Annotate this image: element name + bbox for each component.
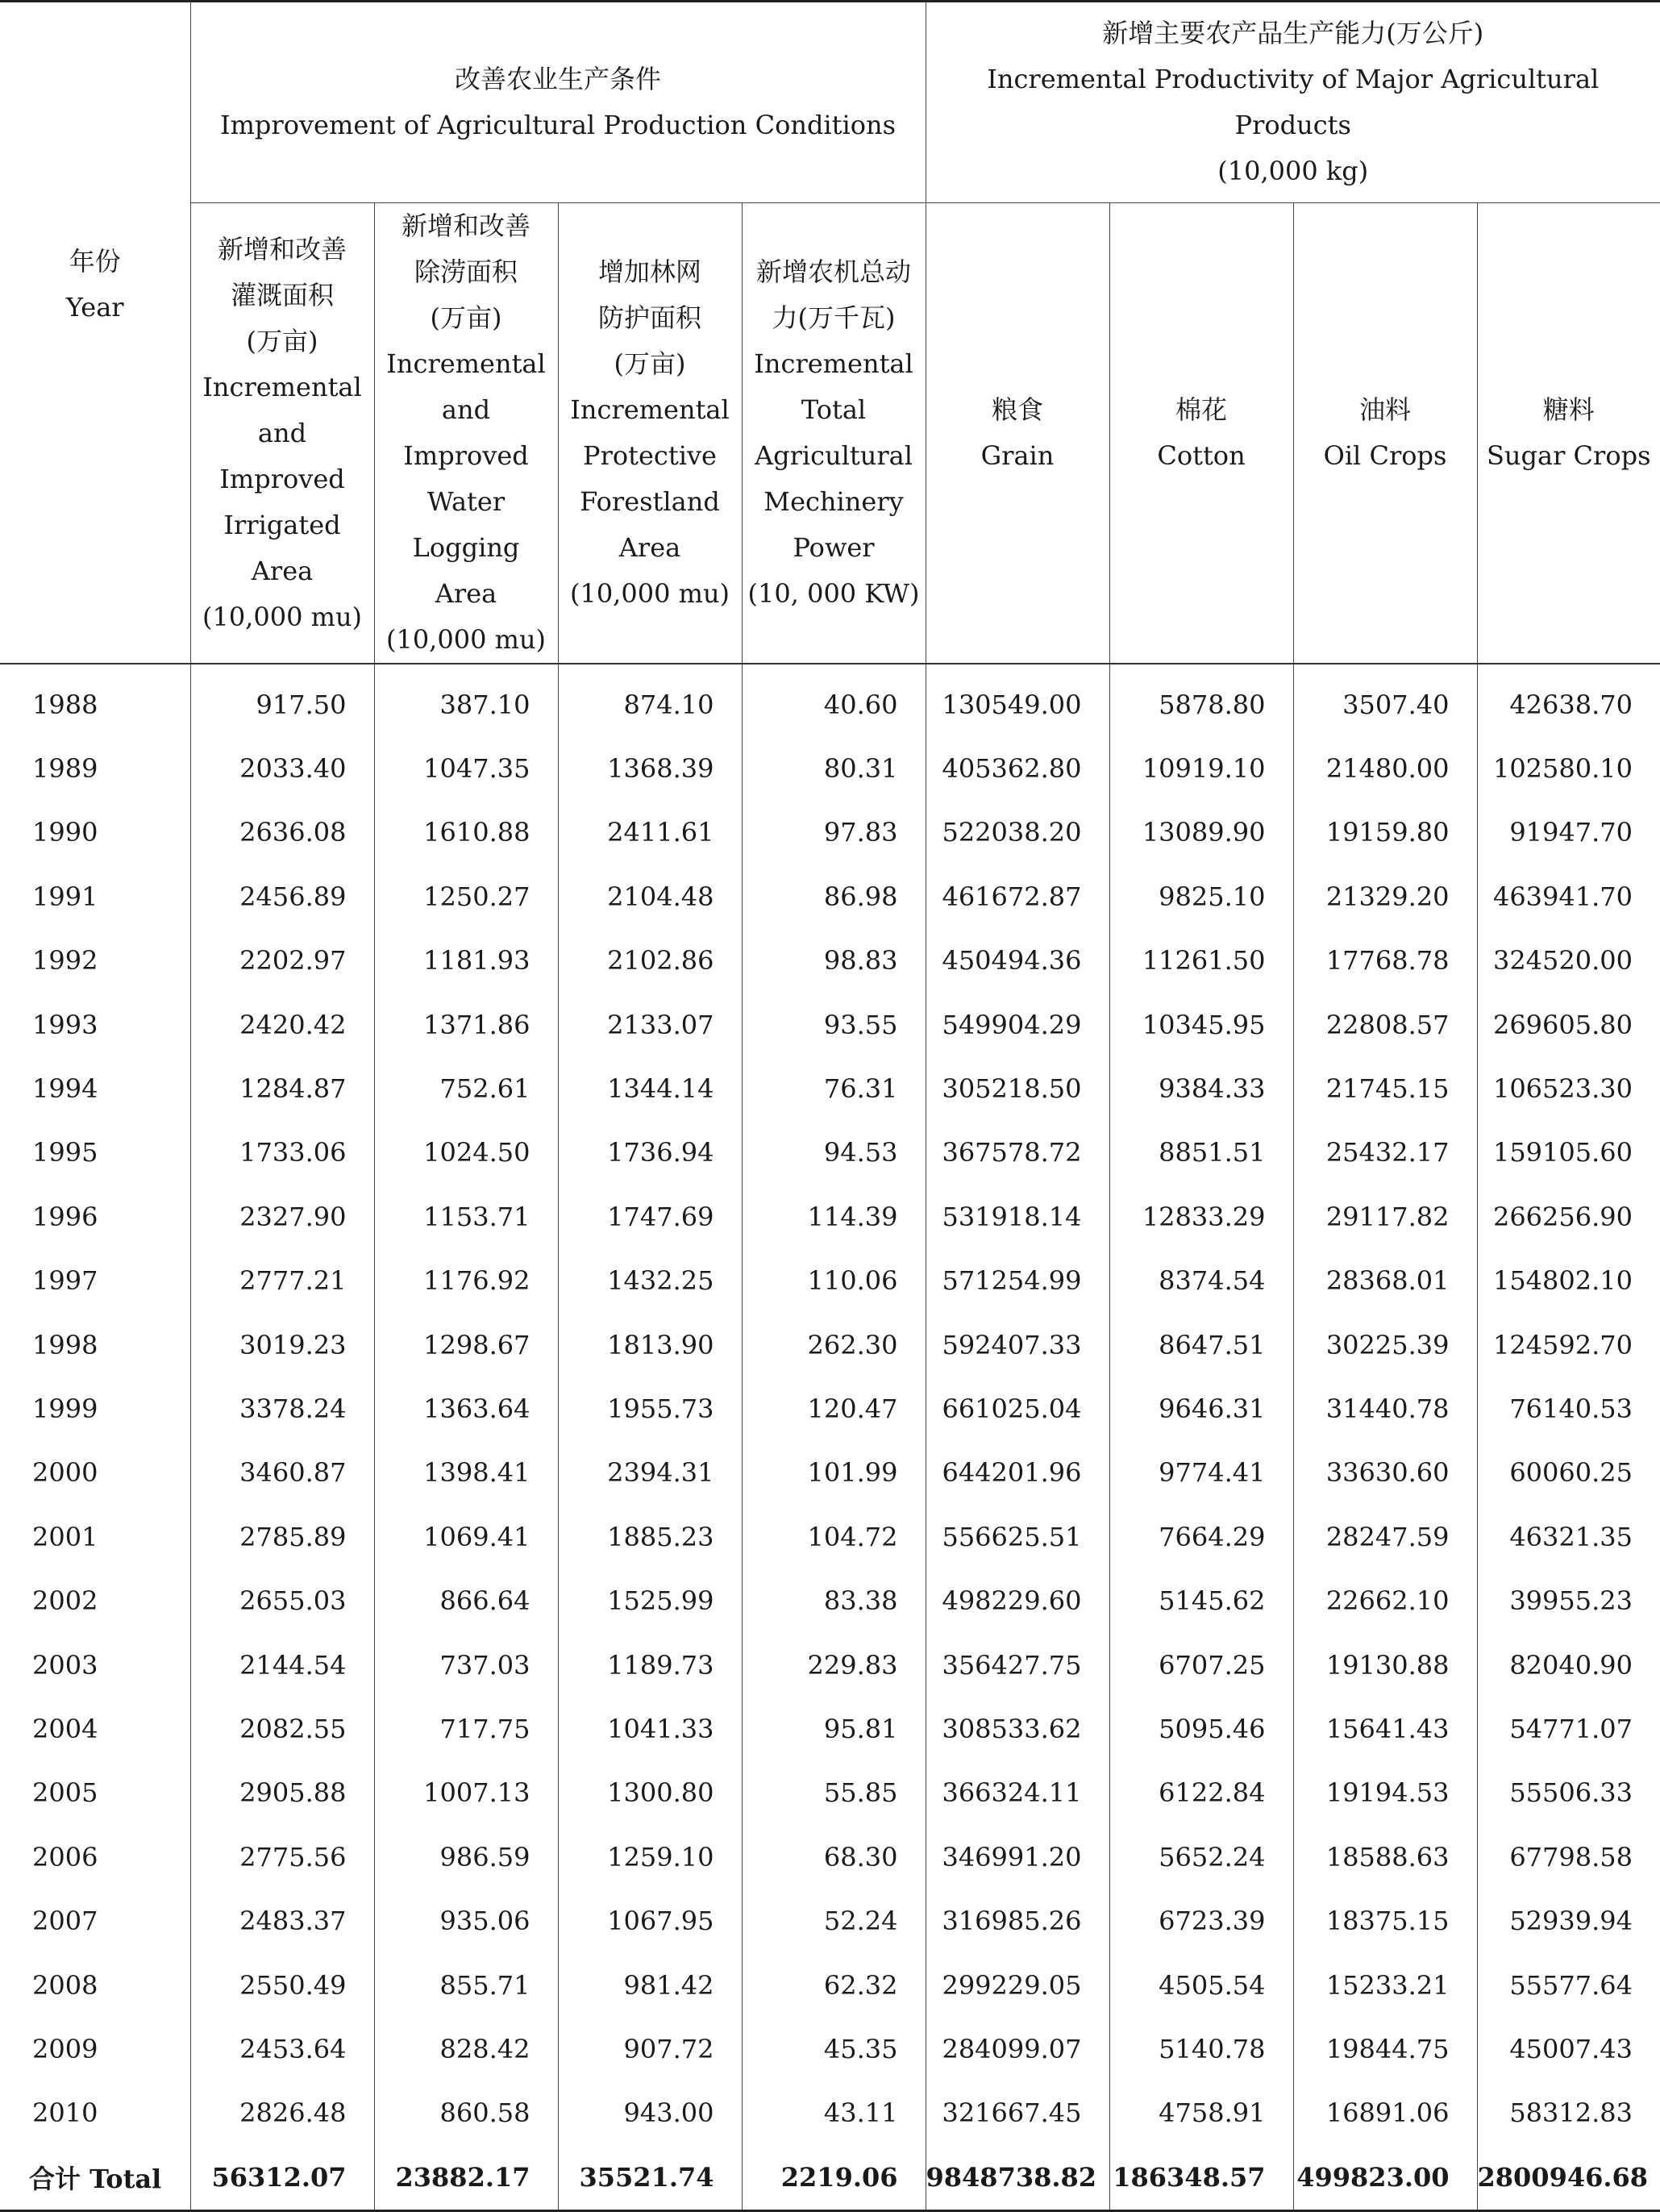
- value-cell-protective-forestland-area: 1067.95: [558, 1889, 742, 1952]
- value-cell-machinery-power: 55.85: [742, 1761, 926, 1825]
- value-cell-water-logging-area: 1398.41: [374, 1441, 558, 1505]
- value-cell-cotton: 5878.80: [1109, 664, 1293, 736]
- value-cell-cotton: 12833.29: [1109, 1185, 1293, 1248]
- value-cell-machinery-power: 229.83: [742, 1633, 926, 1697]
- column-header-irrigated-area: 新增和改善 灌溉面积 (万亩) Incremental and Improved Irrigated Area (10,000 mu): [190, 203, 374, 664]
- value-cell-oil-crops: 28368.01: [1293, 1249, 1477, 1313]
- value-cell-water-logging-area: 866.64: [374, 1568, 558, 1632]
- value-cell-protective-forestland-area: 907.72: [558, 2017, 742, 2081]
- value-cell-sugar-crops: 67798.58: [1477, 1825, 1660, 1889]
- value-cell-irrigated-area: 2655.03: [190, 1568, 374, 1632]
- table-row: [0, 1185, 1660, 1248]
- value-cell-irrigated-area: 2777.21: [190, 1249, 374, 1313]
- table-row: [0, 1056, 1660, 1120]
- year-cell: 1991: [32, 881, 98, 912]
- year-cell: 2010: [32, 2097, 98, 2129]
- value-cell-water-logging-area: 737.03: [374, 1633, 558, 1697]
- value-cell-grain: 531918.14: [926, 1185, 1109, 1248]
- value-cell-sugar-crops: 42638.70: [1477, 664, 1660, 736]
- value-cell-water-logging-area: 855.71: [374, 1953, 558, 2017]
- total-cell-water-logging-area: 23882.17: [374, 2145, 558, 2211]
- value-cell-grain: 308533.62: [926, 1697, 1109, 1760]
- value-cell-machinery-power: 120.47: [742, 1377, 926, 1440]
- value-cell-irrigated-area: 3378.24: [190, 1377, 374, 1440]
- value-cell-sugar-crops: 266256.90: [1477, 1185, 1660, 1248]
- value-cell-irrigated-area: 2775.56: [190, 1825, 374, 1889]
- value-cell-irrigated-area: 2785.89: [190, 1505, 374, 1568]
- value-cell-oil-crops: 16891.06: [1293, 2081, 1477, 2145]
- value-cell-machinery-power: 101.99: [742, 1441, 926, 1505]
- value-cell-water-logging-area: 717.75: [374, 1697, 558, 1760]
- value-cell-irrigated-area: 3019.23: [190, 1313, 374, 1377]
- table-row: [0, 801, 1660, 864]
- table-header: [0, 2, 1660, 664]
- year-cell: 1999: [32, 1393, 98, 1424]
- value-cell-protective-forestland-area: 2411.61: [558, 801, 742, 864]
- value-cell-water-logging-area: 752.61: [374, 1056, 558, 1120]
- value-cell-grain: 450494.36: [926, 929, 1109, 993]
- value-cell-cotton: 7664.29: [1109, 1505, 1293, 1568]
- value-cell-oil-crops: 21329.20: [1293, 864, 1477, 928]
- value-cell-protective-forestland-area: 1885.23: [558, 1505, 742, 1568]
- value-cell-grain: 366324.11: [926, 1761, 1109, 1825]
- column-header-sugar-crops: 糖料 Sugar Crops: [1477, 203, 1660, 664]
- value-cell-protective-forestland-area: 1955.73: [558, 1377, 742, 1440]
- value-cell-water-logging-area: 1007.13: [374, 1761, 558, 1825]
- value-cell-protective-forestland-area: 2102.86: [558, 929, 742, 993]
- value-cell-water-logging-area: 1153.71: [374, 1185, 558, 1248]
- value-cell-sugar-crops: 269605.80: [1477, 993, 1660, 1056]
- value-cell-machinery-power: 52.24: [742, 1889, 926, 1952]
- table-row: [0, 1633, 1660, 1697]
- value-cell-sugar-crops: 154802.10: [1477, 1249, 1660, 1313]
- value-cell-water-logging-area: 1181.93: [374, 929, 558, 993]
- value-cell-protective-forestland-area: 2104.48: [558, 864, 742, 928]
- value-cell-oil-crops: 19159.80: [1293, 801, 1477, 864]
- table-row: [0, 1505, 1660, 1568]
- value-cell-machinery-power: 40.60: [742, 664, 926, 736]
- total-cell-cotton: 186348.57: [1109, 2145, 1293, 2211]
- value-cell-grain: 592407.33: [926, 1313, 1109, 1377]
- value-cell-sugar-crops: 58312.83: [1477, 2081, 1660, 2145]
- value-cell-sugar-crops: 324520.00: [1477, 929, 1660, 993]
- value-cell-grain: 130549.00: [926, 664, 1109, 736]
- value-cell-oil-crops: 21480.00: [1293, 736, 1477, 800]
- value-cell-machinery-power: 93.55: [742, 993, 926, 1056]
- value-cell-protective-forestland-area: 1813.90: [558, 1313, 742, 1377]
- value-cell-oil-crops: 19844.75: [1293, 2017, 1477, 2081]
- value-cell-cotton: 9646.31: [1109, 1377, 1293, 1440]
- value-cell-machinery-power: 45.35: [742, 2017, 926, 2081]
- value-cell-cotton: 8374.54: [1109, 1249, 1293, 1313]
- table-row: [0, 1568, 1660, 1632]
- value-cell-cotton: 6723.39: [1109, 1889, 1293, 1952]
- value-cell-grain: 316985.26: [926, 1889, 1109, 1952]
- value-cell-cotton: 9774.41: [1109, 1441, 1293, 1505]
- value-cell-water-logging-area: 1069.41: [374, 1505, 558, 1568]
- table-body: [0, 664, 1660, 2210]
- value-cell-sugar-crops: 106523.30: [1477, 1056, 1660, 1120]
- value-cell-cotton: 9825.10: [1109, 864, 1293, 928]
- productivity-group-header: 新增主要农产品生产能力(万公斤) Incremental Productivity of Major Agricultural Products (10,000 kg): [926, 2, 1660, 203]
- value-cell-cotton: 4758.91: [1109, 2081, 1293, 2145]
- value-cell-water-logging-area: 1610.88: [374, 801, 558, 864]
- year-cell: 2001: [32, 1521, 98, 1552]
- value-cell-sugar-crops: 91947.70: [1477, 801, 1660, 864]
- value-cell-irrigated-area: 2456.89: [190, 864, 374, 928]
- value-cell-cotton: 8647.51: [1109, 1313, 1293, 1377]
- value-cell-machinery-power: 43.11: [742, 2081, 926, 2145]
- total-cell-protective-forestland-area: 35521.74: [558, 2145, 742, 2211]
- value-cell-grain: 405362.80: [926, 736, 1109, 800]
- year-cell: 2007: [32, 1906, 98, 1937]
- value-cell-machinery-power: 110.06: [742, 1249, 926, 1313]
- year-cell: 1994: [32, 1073, 98, 1105]
- value-cell-protective-forestland-area: 1525.99: [558, 1568, 742, 1632]
- year-cell: 2008: [32, 1969, 98, 2001]
- value-cell-sugar-crops: 60060.25: [1477, 1441, 1660, 1505]
- year-cell: 2002: [32, 1585, 98, 1617]
- value-cell-oil-crops: 30225.39: [1293, 1313, 1477, 1377]
- year-cell: 2004: [32, 1713, 98, 1744]
- column-header-water-logging-area: 新增和改善 除涝面积 (万亩) Incremental and Improved Water Logging Area (10,000 mu): [374, 203, 558, 664]
- value-cell-cotton: 8851.51: [1109, 1121, 1293, 1185]
- value-cell-sugar-crops: 55506.33: [1477, 1761, 1660, 1825]
- table-row: [0, 1889, 1660, 1952]
- value-cell-sugar-crops: 82040.90: [1477, 1633, 1660, 1697]
- value-cell-irrigated-area: 2082.55: [190, 1697, 374, 1760]
- value-cell-irrigated-area: 2327.90: [190, 1185, 374, 1248]
- value-cell-oil-crops: 29117.82: [1293, 1185, 1477, 1248]
- table-row: [0, 2017, 1660, 2081]
- value-cell-sugar-crops: 102580.10: [1477, 736, 1660, 800]
- value-cell-sugar-crops: 76140.53: [1477, 1377, 1660, 1440]
- value-cell-grain: 356427.75: [926, 1633, 1109, 1697]
- value-cell-grain: 305218.50: [926, 1056, 1109, 1120]
- value-cell-water-logging-area: 1176.92: [374, 1249, 558, 1313]
- value-cell-sugar-crops: 45007.43: [1477, 2017, 1660, 2081]
- column-header-grain: 粮食 Grain: [926, 203, 1109, 664]
- table-row: [0, 1697, 1660, 1760]
- value-cell-water-logging-area: 828.42: [374, 2017, 558, 2081]
- value-cell-protective-forestland-area: 2133.07: [558, 993, 742, 1056]
- value-cell-irrigated-area: 2636.08: [190, 801, 374, 864]
- year-cell: 1988: [32, 689, 98, 720]
- value-cell-grain: 549904.29: [926, 993, 1109, 1056]
- table-row: [0, 993, 1660, 1056]
- year-cell: 1989: [32, 753, 98, 785]
- value-cell-irrigated-area: 2905.88: [190, 1761, 374, 1825]
- value-cell-oil-crops: 22808.57: [1293, 993, 1477, 1056]
- value-cell-irrigated-area: 2483.37: [190, 1889, 374, 1952]
- value-cell-machinery-power: 94.53: [742, 1121, 926, 1185]
- year-cell: 1995: [32, 1137, 98, 1168]
- value-cell-sugar-crops: 39955.23: [1477, 1568, 1660, 1632]
- column-header-machinery-power: 新增农机总动 力(万千瓦) Incremental Total Agricultural Mechinery Power (10, 000 KW): [742, 203, 926, 664]
- value-cell-machinery-power: 68.30: [742, 1825, 926, 1889]
- table-row: [0, 1761, 1660, 1825]
- value-cell-grain: 367578.72: [926, 1121, 1109, 1185]
- value-cell-machinery-power: 62.32: [742, 1953, 926, 2017]
- column-header-oil-crops: 油料 Oil Crops: [1293, 203, 1477, 664]
- value-cell-cotton: 5140.78: [1109, 2017, 1293, 2081]
- value-cell-protective-forestland-area: 943.00: [558, 2081, 742, 2145]
- value-cell-grain: 522038.20: [926, 801, 1109, 864]
- value-cell-irrigated-area: 2826.48: [190, 2081, 374, 2145]
- value-cell-irrigated-area: 3460.87: [190, 1441, 374, 1505]
- year-cell: 1990: [32, 817, 98, 848]
- total-cell-grain: 9848738.82: [926, 2145, 1109, 2211]
- value-cell-sugar-crops: 124592.70: [1477, 1313, 1660, 1377]
- value-cell-cotton: 11261.50: [1109, 929, 1293, 993]
- value-cell-cotton: 5145.62: [1109, 1568, 1293, 1632]
- total-label: 合计 Total: [0, 2145, 190, 2211]
- table-row: [0, 1249, 1660, 1313]
- value-cell-water-logging-area: 935.06: [374, 1889, 558, 1952]
- total-cell-machinery-power: 2219.06: [742, 2145, 926, 2211]
- year-cell: 2003: [32, 1649, 98, 1681]
- value-cell-grain: 556625.51: [926, 1505, 1109, 1568]
- total-cell-irrigated-area: 56312.07: [190, 2145, 374, 2211]
- value-cell-water-logging-area: 1250.27: [374, 864, 558, 928]
- value-cell-oil-crops: 31440.78: [1293, 1377, 1477, 1440]
- year-cell: 1998: [32, 1329, 98, 1360]
- value-cell-protective-forestland-area: 1736.94: [558, 1121, 742, 1185]
- value-cell-cotton: 6122.84: [1109, 1761, 1293, 1825]
- value-cell-oil-crops: 15233.21: [1293, 1953, 1477, 2017]
- value-cell-machinery-power: 80.31: [742, 736, 926, 800]
- value-cell-irrigated-area: 1284.87: [190, 1056, 374, 1120]
- table-row: [0, 929, 1660, 993]
- value-cell-oil-crops: 21745.15: [1293, 1056, 1477, 1120]
- value-cell-machinery-power: 262.30: [742, 1313, 926, 1377]
- value-cell-grain: 571254.99: [926, 1249, 1109, 1313]
- value-cell-irrigated-area: 2202.97: [190, 929, 374, 993]
- table-row: [0, 664, 1660, 736]
- year-cell: 1997: [32, 1265, 98, 1297]
- value-cell-oil-crops: 33630.60: [1293, 1441, 1477, 1505]
- value-cell-machinery-power: 114.39: [742, 1185, 926, 1248]
- table-row: [0, 1953, 1660, 2017]
- value-cell-cotton: 13089.90: [1109, 801, 1293, 864]
- value-cell-water-logging-area: 860.58: [374, 2081, 558, 2145]
- column-header-cotton: 棉花 Cotton: [1109, 203, 1293, 664]
- improvement-group-header: 改善农业生产条件 Improvement of Agricultural Production Conditions: [190, 2, 926, 203]
- value-cell-protective-forestland-area: 1259.10: [558, 1825, 742, 1889]
- value-cell-machinery-power: 83.38: [742, 1568, 926, 1632]
- value-cell-grain: 284099.07: [926, 2017, 1109, 2081]
- value-cell-sugar-crops: 54771.07: [1477, 1697, 1660, 1760]
- value-cell-water-logging-area: 1363.64: [374, 1377, 558, 1440]
- value-cell-protective-forestland-area: 1189.73: [558, 1633, 742, 1697]
- value-cell-machinery-power: 104.72: [742, 1505, 926, 1568]
- year-cell: 1993: [32, 1009, 98, 1040]
- value-cell-cotton: 4505.54: [1109, 1953, 1293, 2017]
- table-row: [0, 736, 1660, 800]
- value-cell-sugar-crops: 52939.94: [1477, 1889, 1660, 1952]
- total-cell-sugar-crops: 2800946.68: [1477, 2145, 1660, 2211]
- value-cell-oil-crops: 15641.43: [1293, 1697, 1477, 1760]
- value-cell-grain: 461672.87: [926, 864, 1109, 928]
- total-cell-oil-crops: 499823.00: [1293, 2145, 1477, 2211]
- value-cell-water-logging-area: 1047.35: [374, 736, 558, 800]
- year-cell: 2006: [32, 1841, 98, 1872]
- value-cell-irrigated-area: 2453.64: [190, 2017, 374, 2081]
- table-row: [0, 1377, 1660, 1440]
- value-cell-irrigated-area: 917.50: [190, 664, 374, 736]
- value-cell-machinery-power: 97.83: [742, 801, 926, 864]
- value-cell-machinery-power: 95.81: [742, 1697, 926, 1760]
- year-cell: 1996: [32, 1201, 98, 1232]
- value-cell-cotton: 10919.10: [1109, 736, 1293, 800]
- value-cell-sugar-crops: 55577.64: [1477, 1953, 1660, 2017]
- value-cell-machinery-power: 98.83: [742, 929, 926, 993]
- value-cell-sugar-crops: 46321.35: [1477, 1505, 1660, 1568]
- value-cell-oil-crops: 22662.10: [1293, 1568, 1477, 1632]
- table-row: [0, 2081, 1660, 2145]
- value-cell-oil-crops: 19130.88: [1293, 1633, 1477, 1697]
- value-cell-cotton: 6707.25: [1109, 1633, 1293, 1697]
- value-cell-oil-crops: 18588.63: [1293, 1825, 1477, 1889]
- value-cell-grain: 661025.04: [926, 1377, 1109, 1440]
- total-row: [0, 2145, 1660, 2211]
- table-row: [0, 1121, 1660, 1185]
- value-cell-protective-forestland-area: 1747.69: [558, 1185, 742, 1248]
- value-cell-protective-forestland-area: 1344.14: [558, 1056, 742, 1120]
- column-header-protective-forestland-area: 增加林网 防护面积 (万亩) Incremental Protective Forestland Area (10,000 mu): [558, 203, 742, 664]
- value-cell-oil-crops: 17768.78: [1293, 929, 1477, 993]
- value-cell-protective-forestland-area: 874.10: [558, 664, 742, 736]
- value-cell-machinery-power: 76.31: [742, 1056, 926, 1120]
- year-header: 年份 Year: [0, 2, 190, 664]
- value-cell-oil-crops: 18375.15: [1293, 1889, 1477, 1952]
- value-cell-water-logging-area: 1298.67: [374, 1313, 558, 1377]
- value-cell-water-logging-area: 1024.50: [374, 1121, 558, 1185]
- value-cell-irrigated-area: 1733.06: [190, 1121, 374, 1185]
- value-cell-irrigated-area: 2033.40: [190, 736, 374, 800]
- value-cell-grain: 644201.96: [926, 1441, 1109, 1505]
- value-cell-cotton: 9384.33: [1109, 1056, 1293, 1120]
- value-cell-protective-forestland-area: 1300.80: [558, 1761, 742, 1825]
- value-cell-protective-forestland-area: 1041.33: [558, 1697, 742, 1760]
- table-row: [0, 1825, 1660, 1889]
- value-cell-cotton: 5095.46: [1109, 1697, 1293, 1760]
- year-cell: 2000: [32, 1457, 98, 1489]
- value-cell-sugar-crops: 159105.60: [1477, 1121, 1660, 1185]
- value-cell-grain: 299229.05: [926, 1953, 1109, 2017]
- value-cell-cotton: 10345.95: [1109, 993, 1293, 1056]
- value-cell-protective-forestland-area: 1432.25: [558, 1249, 742, 1313]
- year-cell: 2005: [32, 1777, 98, 1809]
- value-cell-irrigated-area: 2550.49: [190, 1953, 374, 2017]
- value-cell-protective-forestland-area: 981.42: [558, 1953, 742, 2017]
- value-cell-oil-crops: 19194.53: [1293, 1761, 1477, 1825]
- value-cell-machinery-power: 86.98: [742, 864, 926, 928]
- table-row: [0, 1441, 1660, 1505]
- table-row: [0, 1313, 1660, 1377]
- value-cell-cotton: 5652.24: [1109, 1825, 1293, 1889]
- value-cell-grain: 346991.20: [926, 1825, 1109, 1889]
- value-cell-oil-crops: 3507.40: [1293, 664, 1477, 736]
- value-cell-water-logging-area: 1371.86: [374, 993, 558, 1056]
- year-cell: 2009: [32, 2033, 98, 2064]
- value-cell-protective-forestland-area: 1368.39: [558, 736, 742, 800]
- value-cell-oil-crops: 25432.17: [1293, 1121, 1477, 1185]
- value-cell-water-logging-area: 986.59: [374, 1825, 558, 1889]
- value-cell-protective-forestland-area: 2394.31: [558, 1441, 742, 1505]
- value-cell-irrigated-area: 2144.54: [190, 1633, 374, 1697]
- value-cell-oil-crops: 28247.59: [1293, 1505, 1477, 1568]
- table-row: [0, 864, 1660, 928]
- value-cell-grain: 321667.45: [926, 2081, 1109, 2145]
- value-cell-irrigated-area: 2420.42: [190, 993, 374, 1056]
- value-cell-grain: 498229.60: [926, 1568, 1109, 1632]
- value-cell-water-logging-area: 387.10: [374, 664, 558, 736]
- year-cell: 1992: [32, 945, 98, 977]
- value-cell-sugar-crops: 463941.70: [1477, 864, 1660, 928]
